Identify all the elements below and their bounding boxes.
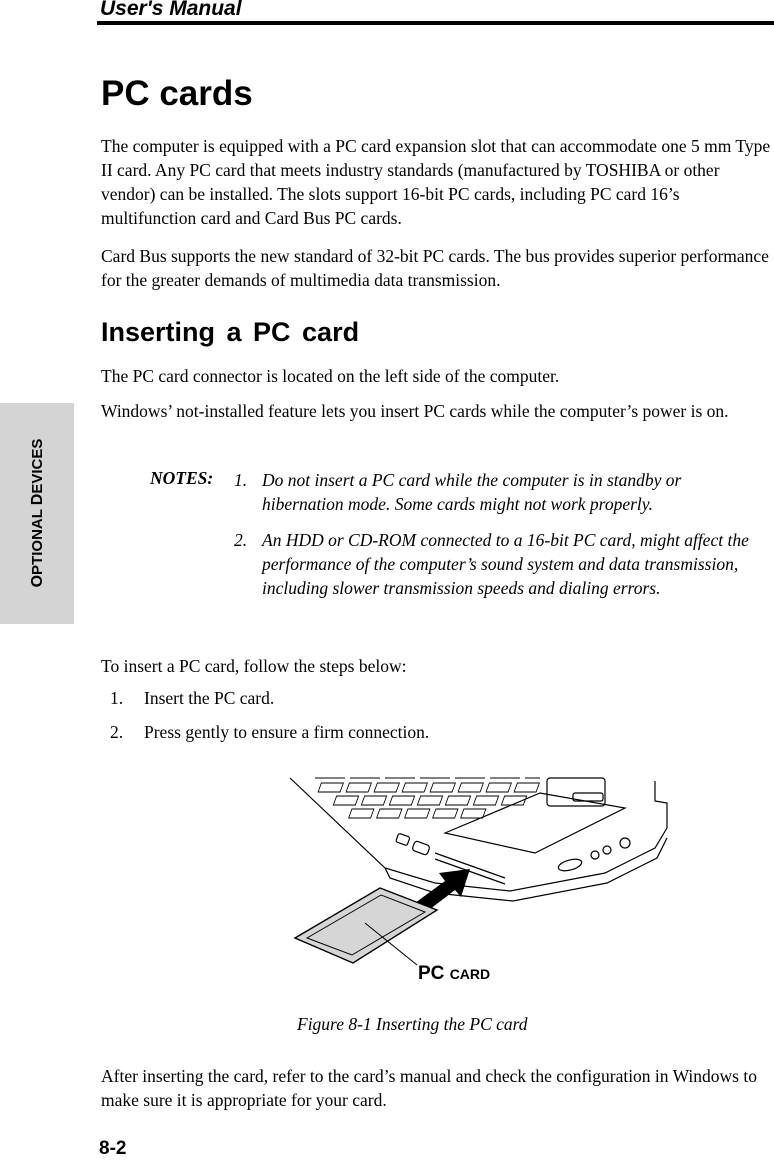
running-header: User's Manual: [100, 0, 242, 20]
body-paragraph: Card Bus supports the new standard of 32-bit PC cards. The bus provides superior performance for the greater demands of multimedia data transmission.: [101, 246, 769, 290]
step-text: Insert the PC card.: [144, 688, 275, 708]
steps-intro: To insert a PC card, follow the steps below:: [101, 656, 407, 676]
step-number: 1.: [110, 688, 124, 708]
note-number: 2.: [234, 530, 248, 550]
laptop-drawing: [290, 778, 667, 901]
figure-caption: Figure 8-1 Inserting the PC card: [297, 1014, 528, 1034]
note-number: 1.: [234, 470, 248, 490]
pc-card-insertion-illustration: [285, 773, 670, 988]
pc-card-callout: PC CARD: [418, 963, 491, 984]
header-rule: [97, 21, 774, 25]
step-number: 2.: [110, 722, 124, 742]
body-paragraph: After inserting the card, refer to the card’s manual and check the configuration in Windows to make sure it is appropriate for your card.: [101, 1066, 757, 1110]
body-paragraph: The PC card connector is located on the left side of the computer.: [101, 366, 560, 386]
notes-label: NOTES:: [150, 468, 214, 488]
note-text: An HDD or CD-ROM connected to a 16-bit PC card, might affect the performance of the computer’s sound system and data transmission, including slower transmission speeds and dialing errors.: [262, 530, 749, 598]
body-paragraph: Windows’ not-installed feature lets you insert PC cards while the computer’s power is on.: [101, 401, 729, 421]
step-text: Press gently to ensure a firm connection.: [144, 722, 430, 742]
body-paragraph: The computer is equipped with a PC card expansion slot that can accommodate one 5 mm Type II card. Any PC card that meets industry standards (manufactured by TOSHIBA or other vendor) can be installed. The slots support 16-bit PC cards, including PC card 16’s multifunction card and Card Bus PC cards.: [101, 136, 771, 228]
note-text: Do not insert a PC card while the computer is in standby or hibernation mode. Some cards might not work properly.: [262, 470, 682, 514]
note-item: [234, 468, 754, 516]
pc-card-drawing: [295, 888, 437, 965]
note-item: [234, 528, 754, 600]
section-title: PC cards: [101, 74, 253, 113]
subsection-title: Inserting a PC card: [101, 317, 360, 347]
page-number: 8-2: [99, 1138, 127, 1159]
chapter-tab-label: OPTIONAL DEVICES: [29, 438, 46, 588]
